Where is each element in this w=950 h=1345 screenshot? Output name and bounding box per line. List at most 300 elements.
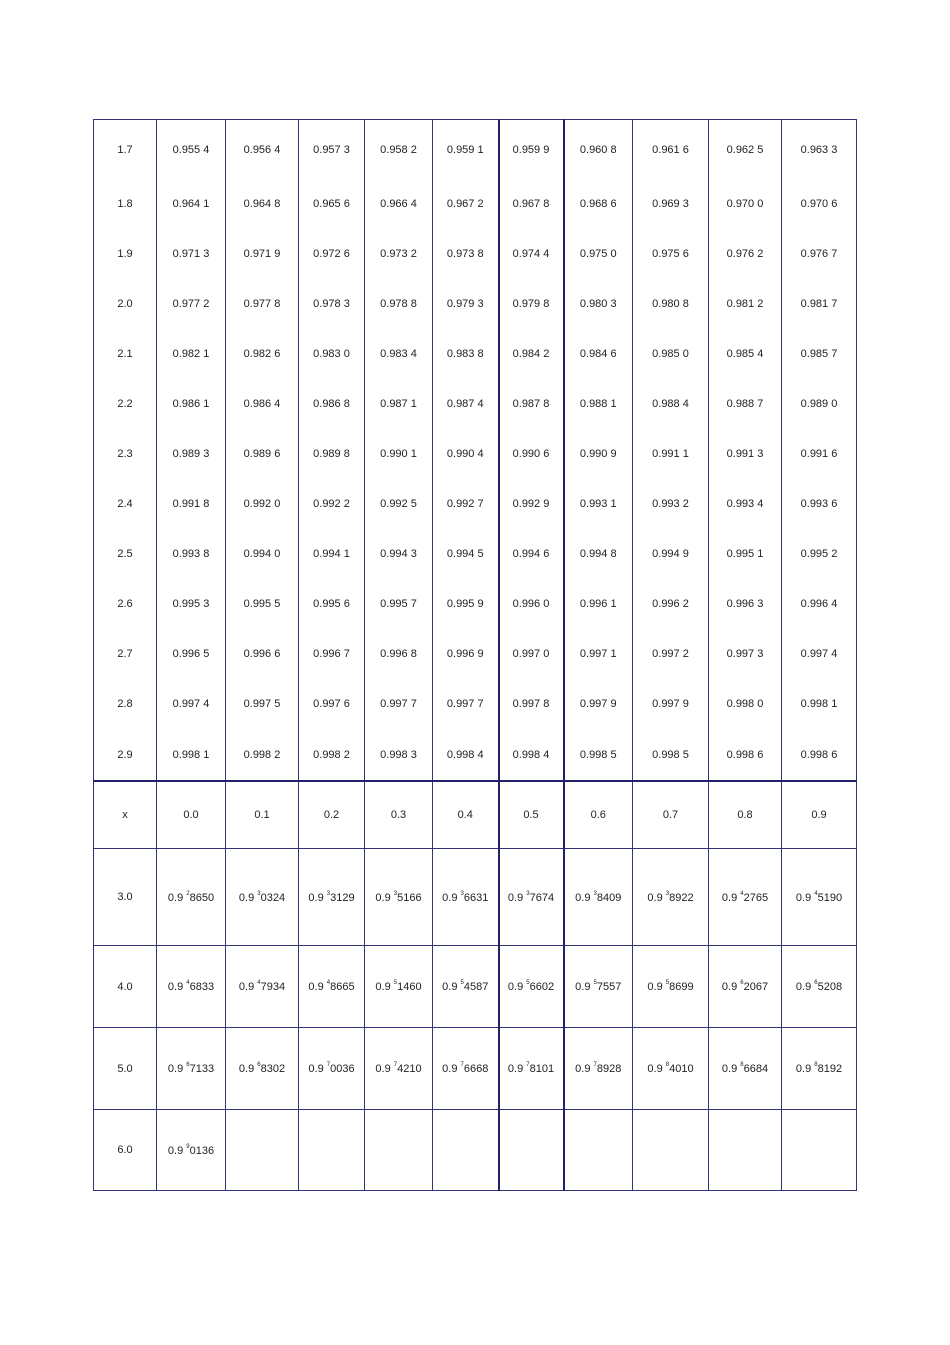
table-cell: 0.958 2	[365, 120, 433, 180]
table-cell: 0.985 0	[633, 329, 709, 379]
table-cell: 0.979 8	[499, 279, 564, 329]
cell-digits: 4587	[463, 981, 489, 993]
cell-digits: 8699	[669, 981, 694, 993]
cell-exponent: 9	[186, 1143, 190, 1150]
table-cell: 0.997 3	[709, 629, 782, 679]
table-cell: 0.988 4	[633, 379, 709, 429]
table-cell: 0.997 5	[226, 679, 299, 729]
column-header: 0.8	[709, 781, 782, 849]
cell-exponent: 3	[326, 890, 331, 897]
table-cell: 0.996 7	[299, 629, 365, 679]
table-cell: 0.978 8	[365, 279, 433, 329]
cell-base: 0.9	[442, 981, 458, 993]
table-cell: 0.997 0	[499, 629, 564, 679]
row-x-value: 2.3	[94, 429, 157, 479]
table-cell: 0.996 9	[433, 629, 499, 679]
table-row	[94, 629, 857, 679]
header-x-label: x	[94, 781, 157, 849]
table-cell	[299, 946, 365, 1028]
empty-cell	[499, 1110, 564, 1191]
table-cell: 0.995 1	[709, 529, 782, 579]
table-row	[94, 479, 857, 529]
table-cell: 0.991 8	[157, 479, 226, 529]
cell-base: 0.9	[647, 1063, 663, 1075]
table-cell: 0.956 4	[226, 120, 299, 180]
cell-exponent: 5	[393, 980, 398, 986]
table-cell: 0.994 9	[633, 529, 709, 579]
table-cell: 0.997 8	[499, 679, 564, 729]
row-x-value: 2.0	[94, 279, 157, 329]
cell-digits: 1460	[397, 981, 422, 993]
table-cell: 0.994 1	[299, 529, 365, 579]
table-cell: 0.995 2	[782, 529, 857, 579]
table-cell: 0.995 9	[433, 579, 499, 629]
table-cell: 0.984 2	[499, 329, 564, 379]
table-cell	[499, 849, 564, 946]
table-cell	[782, 849, 857, 946]
table-cell: 0.968 6	[564, 179, 633, 229]
cell-exponent: 8	[740, 1062, 744, 1068]
cell-base: 0.9	[308, 1063, 324, 1075]
table-cell: 0.995 6	[299, 579, 365, 629]
cell-digits: 8665	[330, 981, 355, 993]
table-cell: 0.991 3	[709, 429, 782, 479]
cell-exponent: 4	[326, 980, 331, 986]
table-cell: 0.973 8	[433, 229, 499, 279]
cell-base: 0.9	[238, 891, 255, 904]
table-cell: 0.987 8	[499, 379, 564, 429]
table-cell: 0.998 4	[433, 729, 499, 781]
table-cell: 0.977 2	[157, 279, 226, 329]
row-x-value: 5.0	[94, 1028, 157, 1110]
row-x-value: 2.8	[94, 679, 157, 729]
row-x-value: 2.2	[94, 379, 157, 429]
cell-exponent: 7	[526, 1062, 530, 1068]
cell-exponent: 4	[814, 890, 818, 897]
table-cell: 0.974 4	[499, 229, 564, 279]
cell-exponent: 7	[326, 1062, 331, 1068]
cell-digits: 8922	[669, 891, 694, 904]
table-cell: 0.985 4	[709, 329, 782, 379]
cell-exponent: 2	[186, 890, 190, 897]
table-cell: 0.997 4	[157, 679, 226, 729]
cell-digits: 2765	[743, 891, 769, 904]
cell-base: 0.9	[442, 891, 458, 904]
cell-exponent: 3	[593, 890, 597, 897]
table-cell: 0.997 7	[433, 679, 499, 729]
column-header: 0.3	[365, 781, 433, 849]
table-row	[94, 120, 857, 180]
header-row	[94, 781, 857, 849]
table-cell: 0.992 7	[433, 479, 499, 529]
table-cell: 0.989 6	[226, 429, 299, 479]
table-cell	[633, 946, 709, 1028]
normal-distribution-table	[93, 119, 857, 1191]
table-cell: 0.971 3	[157, 229, 226, 279]
cell-digits: 8101	[529, 1063, 555, 1075]
cell-base: 0.9	[507, 891, 524, 904]
column-header: 0.1	[226, 781, 299, 849]
cell-base: 0.9	[721, 891, 738, 904]
row-x-value: 6.0	[94, 1110, 157, 1191]
table-cell: 0.979 3	[433, 279, 499, 329]
table-cell: 0.990 4	[433, 429, 499, 479]
table-cell	[157, 946, 226, 1028]
cell-exponent: 4	[186, 980, 190, 986]
cell-base: 0.9	[167, 1063, 184, 1075]
table-cell: 0.998 0	[709, 679, 782, 729]
cell-exponent: 4	[257, 980, 261, 986]
table-cell: 0.970 0	[709, 179, 782, 229]
table-cell: 0.996 0	[499, 579, 564, 629]
table-cell: 0.994 8	[564, 529, 633, 579]
cell-base: 0.9	[308, 891, 324, 904]
table-cell	[564, 1028, 633, 1110]
cell-exponent: 4	[740, 890, 744, 897]
table-row	[94, 179, 857, 229]
table-cell: 0.997 4	[782, 629, 857, 679]
table-cell: 0.994 5	[433, 529, 499, 579]
table-cell: 0.997 9	[564, 679, 633, 729]
table-cell: 0.998 5	[633, 729, 709, 781]
table-cell: 0.993 6	[782, 479, 857, 529]
table-cell	[157, 1110, 226, 1191]
cell-base: 0.9	[647, 891, 663, 904]
cell-base: 0.9	[721, 1063, 738, 1075]
empty-cell	[226, 1110, 299, 1191]
row-x-value: 1.9	[94, 229, 157, 279]
column-header: 0.2	[299, 781, 365, 849]
row-x-value: 2.6	[94, 579, 157, 629]
table-row	[94, 729, 857, 781]
cell-exponent: 5	[460, 980, 464, 986]
table-cell	[226, 1028, 299, 1110]
row-x-value: 3.0	[94, 849, 157, 946]
table-cell	[157, 1028, 226, 1110]
cell-base: 0.9	[721, 981, 738, 993]
cell-digits: 5208	[817, 981, 843, 993]
table-cell: 0.990 1	[365, 429, 433, 479]
empty-cell	[365, 1110, 433, 1191]
table-cell: 0.992 5	[365, 479, 433, 529]
table-cell: 0.998 6	[782, 729, 857, 781]
table-cell	[365, 849, 433, 946]
cell-digits: 6833	[189, 981, 215, 993]
table-cell: 0.975 0	[564, 229, 633, 279]
cell-exponent: 6	[740, 980, 744, 986]
table-row	[94, 379, 857, 429]
cell-base: 0.9	[167, 981, 184, 993]
table-cell: 0.993 8	[157, 529, 226, 579]
table-cell: 0.964 1	[157, 179, 226, 229]
cell-exponent: 3	[665, 890, 670, 897]
table-cell	[564, 849, 633, 946]
table-cell: 0.990 9	[564, 429, 633, 479]
table-cell: 0.998 2	[226, 729, 299, 781]
table-cell: 0.955 4	[157, 120, 226, 180]
cell-base: 0.9	[308, 981, 324, 993]
column-header: 0.5	[499, 781, 564, 849]
cell-exponent: 5	[593, 980, 597, 986]
table-cell: 0.959 1	[433, 120, 499, 180]
row-x-value: 4.0	[94, 946, 157, 1028]
table-cell: 0.965 6	[299, 179, 365, 229]
table-cell	[782, 946, 857, 1028]
table-cell: 0.996 2	[633, 579, 709, 629]
cell-digits: 0036	[330, 1063, 355, 1075]
empty-cell	[633, 1110, 709, 1191]
table-cell: 0.970 6	[782, 179, 857, 229]
table-cell: 0.997 1	[564, 629, 633, 679]
table-cell: 0.963 3	[782, 120, 857, 180]
cell-base: 0.9	[375, 981, 391, 993]
table-cell: 0.998 1	[782, 679, 857, 729]
table-cell: 0.997 6	[299, 679, 365, 729]
cell-digits: 8928	[596, 1063, 622, 1075]
cell-digits: 7133	[189, 1063, 215, 1075]
cell-base: 0.9	[575, 981, 591, 993]
cell-digits: 4010	[669, 1063, 694, 1075]
table-cell: 0.985 7	[782, 329, 857, 379]
table-row	[94, 529, 857, 579]
table-cell: 0.983 8	[433, 329, 499, 379]
table-cell	[226, 946, 299, 1028]
table-cell	[157, 849, 226, 946]
table-cell: 0.988 7	[709, 379, 782, 429]
table-cell: 0.981 7	[782, 279, 857, 329]
cell-digits: 5166	[397, 891, 422, 904]
table-cell	[433, 849, 499, 946]
table-cell: 0.993 2	[633, 479, 709, 529]
row-x-value: 2.4	[94, 479, 157, 529]
empty-cell	[564, 1110, 633, 1191]
table-cell: 0.959 9	[499, 120, 564, 180]
table-cell: 0.982 6	[226, 329, 299, 379]
cell-base: 0.9	[238, 1063, 255, 1075]
empty-cell	[299, 1110, 365, 1191]
table-cell	[709, 849, 782, 946]
table-cell: 0.983 4	[365, 329, 433, 379]
cell-digits: 5190	[817, 891, 843, 904]
table-cell: 0.967 8	[499, 179, 564, 229]
row-x-value: 2.9	[94, 729, 157, 781]
cell-base: 0.9	[575, 1063, 591, 1075]
table-row	[94, 1110, 857, 1191]
cell-exponent: 6	[257, 1062, 261, 1068]
table-cell: 0.973 2	[365, 229, 433, 279]
cell-digits: 6684	[743, 1063, 769, 1075]
table-cell: 0.996 4	[782, 579, 857, 629]
table-cell: 0.989 8	[299, 429, 365, 479]
table-cell: 0.986 8	[299, 379, 365, 429]
table-cell: 0.990 6	[499, 429, 564, 479]
table-cell: 0.982 1	[157, 329, 226, 379]
cell-base: 0.9	[375, 1063, 391, 1075]
table-cell: 0.971 9	[226, 229, 299, 279]
table-cell: 0.992 0	[226, 479, 299, 529]
cell-digits: 7934	[260, 981, 286, 993]
empty-cell	[782, 1110, 857, 1191]
table-cell: 0.992 9	[499, 479, 564, 529]
cell-digits: 6602	[529, 981, 555, 993]
table-cell: 0.975 6	[633, 229, 709, 279]
table-cell: 0.998 3	[365, 729, 433, 781]
row-x-value: 1.8	[94, 179, 157, 229]
table-cell: 0.992 2	[299, 479, 365, 529]
cell-exponent: 6	[814, 980, 818, 986]
table-cell: 0.996 6	[226, 629, 299, 679]
cell-base: 0.9	[375, 891, 391, 904]
table-cell: 0.989 3	[157, 429, 226, 479]
table-cell: 0.961 6	[633, 120, 709, 180]
table-cell: 0.997 2	[633, 629, 709, 679]
cell-exponent: 8	[814, 1062, 818, 1068]
table-cell: 0.995 5	[226, 579, 299, 629]
table-cell: 0.987 4	[433, 379, 499, 429]
empty-cell	[709, 1110, 782, 1191]
table-cell: 0.991 1	[633, 429, 709, 479]
table-row	[94, 329, 857, 379]
cell-digits: 4210	[397, 1063, 422, 1075]
cell-exponent: 3	[460, 890, 464, 897]
column-header: 0.9	[782, 781, 857, 849]
cell-base: 0.9	[167, 1144, 184, 1157]
cell-base: 0.9	[795, 891, 812, 904]
table-cell: 0.988 1	[564, 379, 633, 429]
table-row	[94, 279, 857, 329]
table-row	[94, 679, 857, 729]
table-cell	[433, 1028, 499, 1110]
table-cell	[365, 946, 433, 1028]
cell-digits: 7557	[596, 981, 622, 993]
table-cell: 0.983 0	[299, 329, 365, 379]
table-cell: 0.972 6	[299, 229, 365, 279]
cell-digits: 6668	[463, 1063, 489, 1075]
table-cell: 0.997 7	[365, 679, 433, 729]
cell-base: 0.9	[442, 1063, 458, 1075]
cell-digits: 8409	[596, 891, 622, 904]
table-cell	[299, 849, 365, 946]
column-header: 0.6	[564, 781, 633, 849]
table-cell	[633, 849, 709, 946]
row-x-value: 2.1	[94, 329, 157, 379]
row-x-value: 1.7	[94, 120, 157, 180]
table-cell: 0.996 1	[564, 579, 633, 629]
table-cell: 0.996 8	[365, 629, 433, 679]
table-cell: 0.964 8	[226, 179, 299, 229]
table-cell	[299, 1028, 365, 1110]
cell-base: 0.9	[238, 981, 255, 993]
table-cell: 0.957 3	[299, 120, 365, 180]
table-cell: 0.993 1	[564, 479, 633, 529]
table-cell: 0.998 1	[157, 729, 226, 781]
table-cell: 0.996 5	[157, 629, 226, 679]
cell-base: 0.9	[575, 891, 591, 904]
cell-digits: 0324	[260, 891, 286, 904]
column-header: 0.7	[633, 781, 709, 849]
table-cell: 0.998 6	[709, 729, 782, 781]
table-cell: 0.995 3	[157, 579, 226, 629]
table-cell	[782, 1028, 857, 1110]
table-cell: 0.991 6	[782, 429, 857, 479]
table-cell: 0.969 3	[633, 179, 709, 229]
table-cell: 0.967 2	[433, 179, 499, 229]
table-cell: 0.994 0	[226, 529, 299, 579]
table-cell: 0.998 2	[299, 729, 365, 781]
cell-base: 0.9	[795, 981, 812, 993]
table-cell: 0.976 2	[709, 229, 782, 279]
cell-exponent: 6	[186, 1062, 190, 1068]
cell-base: 0.9	[647, 981, 663, 993]
table-cell	[709, 1028, 782, 1110]
table-cell	[709, 946, 782, 1028]
table-cell	[226, 849, 299, 946]
table-cell: 0.962 5	[709, 120, 782, 180]
cell-digits: 2067	[743, 981, 769, 993]
column-header: 0.0	[157, 781, 226, 849]
cell-digits: 3129	[330, 891, 355, 904]
table-cell: 0.997 9	[633, 679, 709, 729]
table-cell: 0.980 8	[633, 279, 709, 329]
table-cell: 0.993 4	[709, 479, 782, 529]
cell-base: 0.9	[795, 1063, 812, 1075]
row-x-value: 2.5	[94, 529, 157, 579]
table-cell	[365, 1028, 433, 1110]
table-cell: 0.989 0	[782, 379, 857, 429]
cell-exponent: 7	[460, 1062, 464, 1068]
table-row	[94, 229, 857, 279]
table-cell: 0.981 2	[709, 279, 782, 329]
cell-exponent: 5	[665, 980, 670, 986]
table-cell: 0.994 6	[499, 529, 564, 579]
column-header: 0.4	[433, 781, 499, 849]
cell-base: 0.9	[167, 891, 184, 904]
cell-digits: 8302	[260, 1063, 286, 1075]
cell-exponent: 8	[665, 1062, 670, 1068]
cell-digits: 8650	[189, 891, 215, 904]
table-cell: 0.960 8	[564, 120, 633, 180]
table-cell: 0.996 3	[709, 579, 782, 629]
table-cell	[433, 946, 499, 1028]
cell-exponent: 3	[257, 890, 261, 897]
cell-exponent: 3	[393, 890, 398, 897]
table-cell: 0.978 3	[299, 279, 365, 329]
table-cell	[499, 946, 564, 1028]
cell-exponent: 7	[593, 1062, 597, 1068]
cell-digits: 0136	[189, 1144, 215, 1157]
table-cell: 0.984 6	[564, 329, 633, 379]
table-cell: 0.980 3	[564, 279, 633, 329]
table-cell: 0.986 4	[226, 379, 299, 429]
table-cell: 0.966 4	[365, 179, 433, 229]
table-cell	[633, 1028, 709, 1110]
cell-exponent: 7	[393, 1062, 398, 1068]
cell-digits: 8192	[817, 1063, 843, 1075]
table-row	[94, 579, 857, 629]
table-cell: 0.994 3	[365, 529, 433, 579]
cell-digits: 7674	[529, 891, 555, 904]
table-cell	[564, 946, 633, 1028]
table-row	[94, 946, 857, 1028]
table-cell: 0.998 4	[499, 729, 564, 781]
cell-base: 0.9	[507, 981, 524, 993]
table-cell	[499, 1028, 564, 1110]
table-row	[94, 429, 857, 479]
table-cell: 0.998 5	[564, 729, 633, 781]
table-cell: 0.977 8	[226, 279, 299, 329]
table-row	[94, 849, 857, 946]
table-cell: 0.987 1	[365, 379, 433, 429]
